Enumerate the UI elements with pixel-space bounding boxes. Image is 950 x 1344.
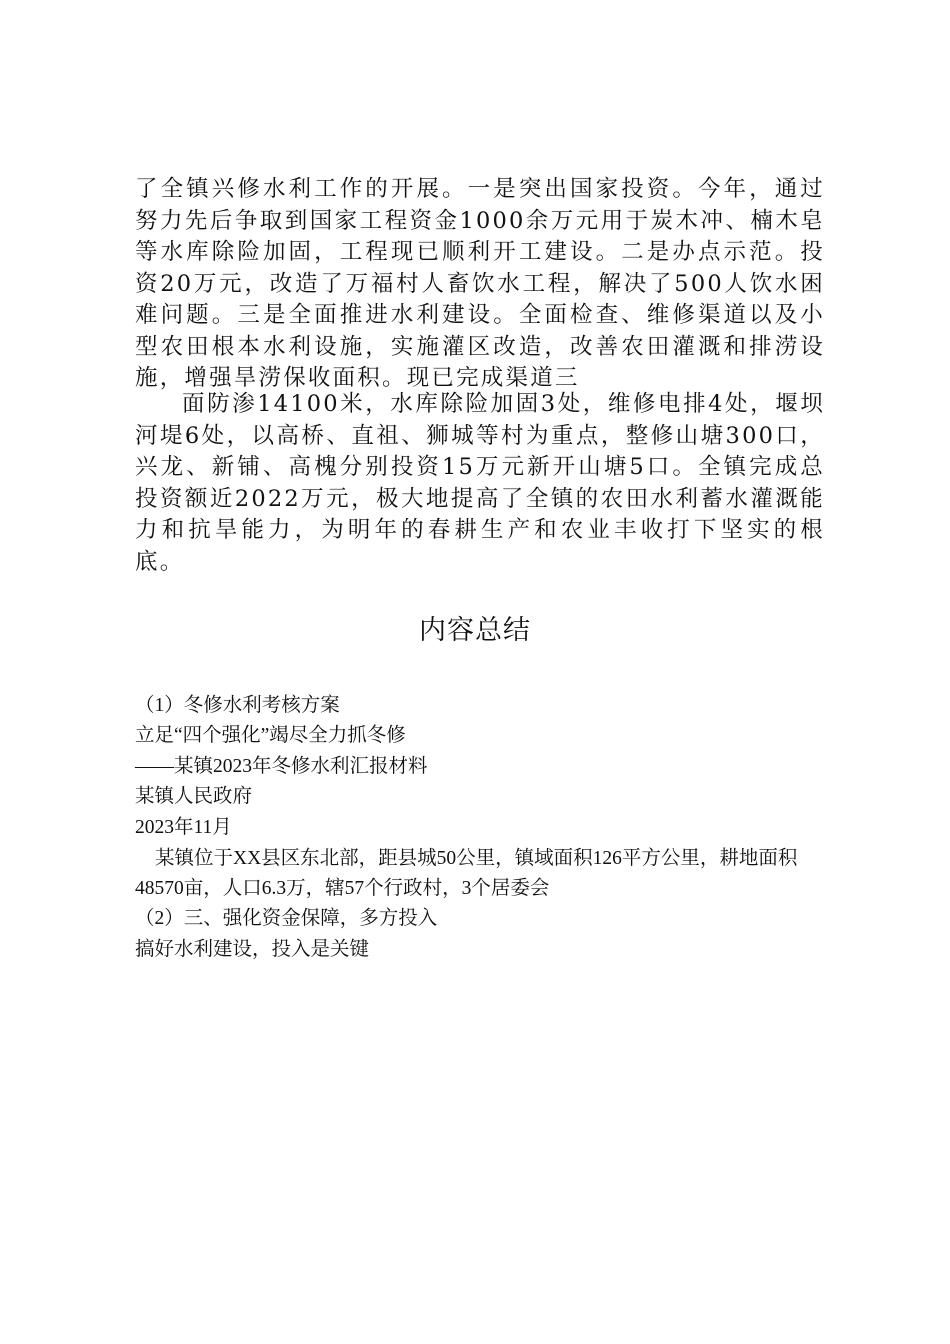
summary-item-1-heading: （1）冬修水利考核方案 <box>135 695 340 716</box>
section-title: 内容总结 <box>419 615 531 645</box>
summary-investment-line: 搞好水利建设，投入是关键 <box>135 939 370 960</box>
summary-report-subtitle: ——某镇2023年冬修水利汇报材料 <box>135 756 428 777</box>
summary-intro-block <box>135 844 825 904</box>
summary-date: 2023年11月 <box>135 817 232 838</box>
paragraph-text: 面防渗14100米，水库除险加固3处，维修电排4处，堰坝河堤6处，以高桥、直祖、狮城等村为重点，整修山塘300口，兴龙、新铺、高槐分别投资15万元新开山塘5口。全镇完成总投资额近2022万元，极大地提高了全镇的农田水利蓄水灌溉能力和抗旱能力，为明年的春耕生产和农业丰收打下坚实的根底。 <box>135 391 825 575</box>
summary-intro-text: 某镇位于XX县区东北部，距县城50公里，镇域面积126平方公里，耕地面积48570亩，人口6.3万，辖57个行政村，3个居委会 <box>135 848 798 899</box>
summary-item-2-heading: （2）三、强化资金保障，多方投入 <box>135 908 438 929</box>
summary-report-title: 立足“四个强化”竭尽全力抓冬修 <box>135 725 406 746</box>
body-paragraph-2 <box>135 389 825 578</box>
body-paragraph-1 <box>135 174 825 395</box>
paragraph-text: 了全镇兴修水利工作的开展。一是突出国家投资。今年，通过努力先后争取到国家工程资金1000余万元用于炭木冲、楠木皂等水库除险加固，工程现已顺利开工建设。二是办点示范。投资20万元，改造了万福村人畜饮水工程，解决了500人饮水困难问题。三是全面推进水利建设。全面检查、维修渠道以及小型农田根本水利设施，实施灌区改造，改善农田灌溉和排涝设施，增强旱涝保收面积。现已完成渠道三 <box>135 176 825 391</box>
summary-organization: 某镇人民政府 <box>135 786 253 807</box>
